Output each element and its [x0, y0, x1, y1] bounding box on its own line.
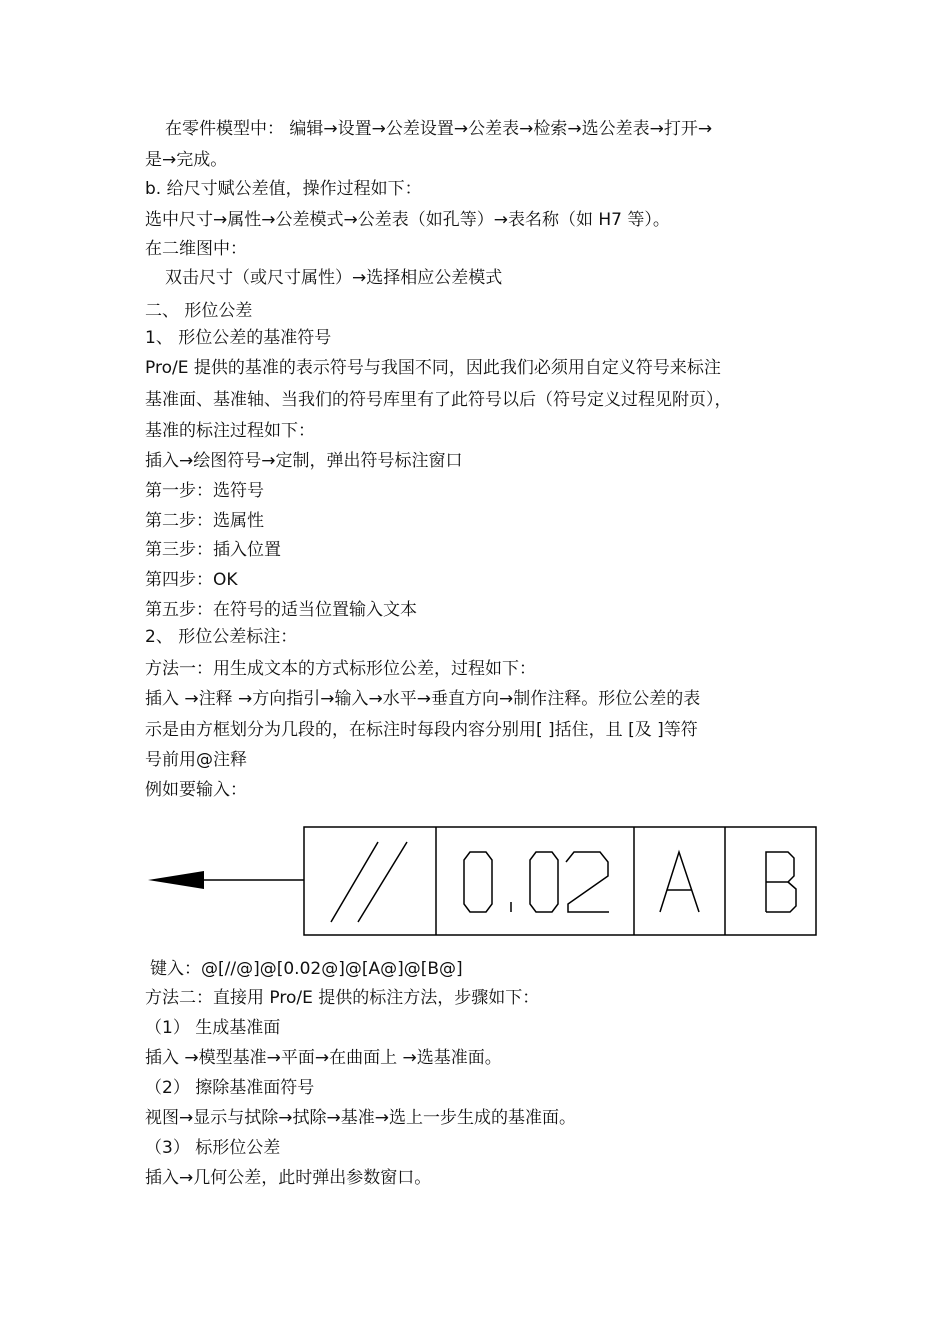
- text-line: b. 给尺寸赋公差值，操作过程如下：: [145, 179, 422, 199]
- text-line: 基准的标注过程如下：: [145, 421, 315, 441]
- text-line: 视图→显示与拭除→拭除→基准→选上一步生成的基准面。: [145, 1108, 576, 1128]
- step-line: 第五步：在符号的适当位置输入文本: [145, 600, 417, 620]
- subsection-heading: 2、 形位公差标注：: [145, 627, 298, 647]
- text-line: 在零件模型中： 编辑→设置→公差设置→公差表→检索→选公差表→打开→: [165, 119, 713, 139]
- tolerance-frame-figure: [140, 820, 830, 945]
- text-line: 插入 →模型基准→平面→在曲面上 →选基准面。: [145, 1048, 502, 1068]
- text-line: 插入→几何公差，此时弹出参数窗口。: [145, 1168, 432, 1188]
- subsection-heading: 1、 形位公差的基准符号: [145, 328, 332, 348]
- text-line: 是→完成。: [145, 150, 228, 170]
- section-heading: 二、 形位公差: [145, 301, 253, 321]
- digit-0-glyph: [530, 852, 558, 912]
- digit-2-glyph: [566, 852, 609, 912]
- arrow-head-icon: [148, 871, 204, 889]
- step-heading: （2） 擦除基准面符号: [145, 1078, 315, 1098]
- text-line: 方法二：直接用 Pro/E 提供的标注方法，步骤如下：: [145, 988, 540, 1008]
- letter-a-glyph: [660, 852, 699, 912]
- text-line: 在二维图中：: [145, 239, 247, 259]
- letter-b-glyph: [766, 852, 796, 912]
- frame-border: [304, 827, 816, 935]
- text-line: 双击尺寸（或尺寸属性）→选择相应公差模式: [165, 268, 503, 288]
- text-line: 插入→绘图符号→定制，弹出符号标注窗口: [145, 451, 463, 471]
- digit-0-glyph: [464, 852, 492, 912]
- step-line: 第三步：插入位置: [145, 540, 281, 560]
- tolerance-frame-drawing: [140, 820, 830, 945]
- input-example-line: 键入：@[//@]@[0.02@]@[A@]@[B@]: [150, 959, 463, 979]
- text-line: 示是由方框划分为几段的，在标注时每段内容分别用[ ]括住，且 [及 ]等符: [145, 720, 698, 740]
- text-line: 基准面、基准轴、当我们的符号库里有了此符号以后（符号定义过程见附页），: [145, 390, 732, 410]
- text-line: Pro/E 提供的基准的表示符号与我国不同，因此我们必须用自定义符号来标注: [145, 358, 721, 378]
- step-line: 第四步：OK: [145, 570, 238, 590]
- text-line: 号前用@注释: [145, 750, 247, 770]
- text-line: 方法一：用生成文本的方式标形位公差，过程如下：: [145, 659, 536, 679]
- step-line: 第一步：选符号: [145, 481, 264, 501]
- text-line: 插入 →注释 →方向指引→输入→水平→垂直方向→制作注释。形位公差的表: [145, 689, 701, 709]
- step-heading: （1） 生成基准面: [145, 1018, 281, 1038]
- text-line: 选中尺寸→属性→公差模式→公差表（如孔等）→表名称（如 H7 等）。: [145, 210, 670, 230]
- text-line: 例如要输入：: [145, 780, 247, 800]
- parallelism-symbol-icon: [331, 842, 407, 922]
- step-line: 第二步：选属性: [145, 511, 264, 531]
- step-heading: （3） 标形位公差: [145, 1138, 281, 1158]
